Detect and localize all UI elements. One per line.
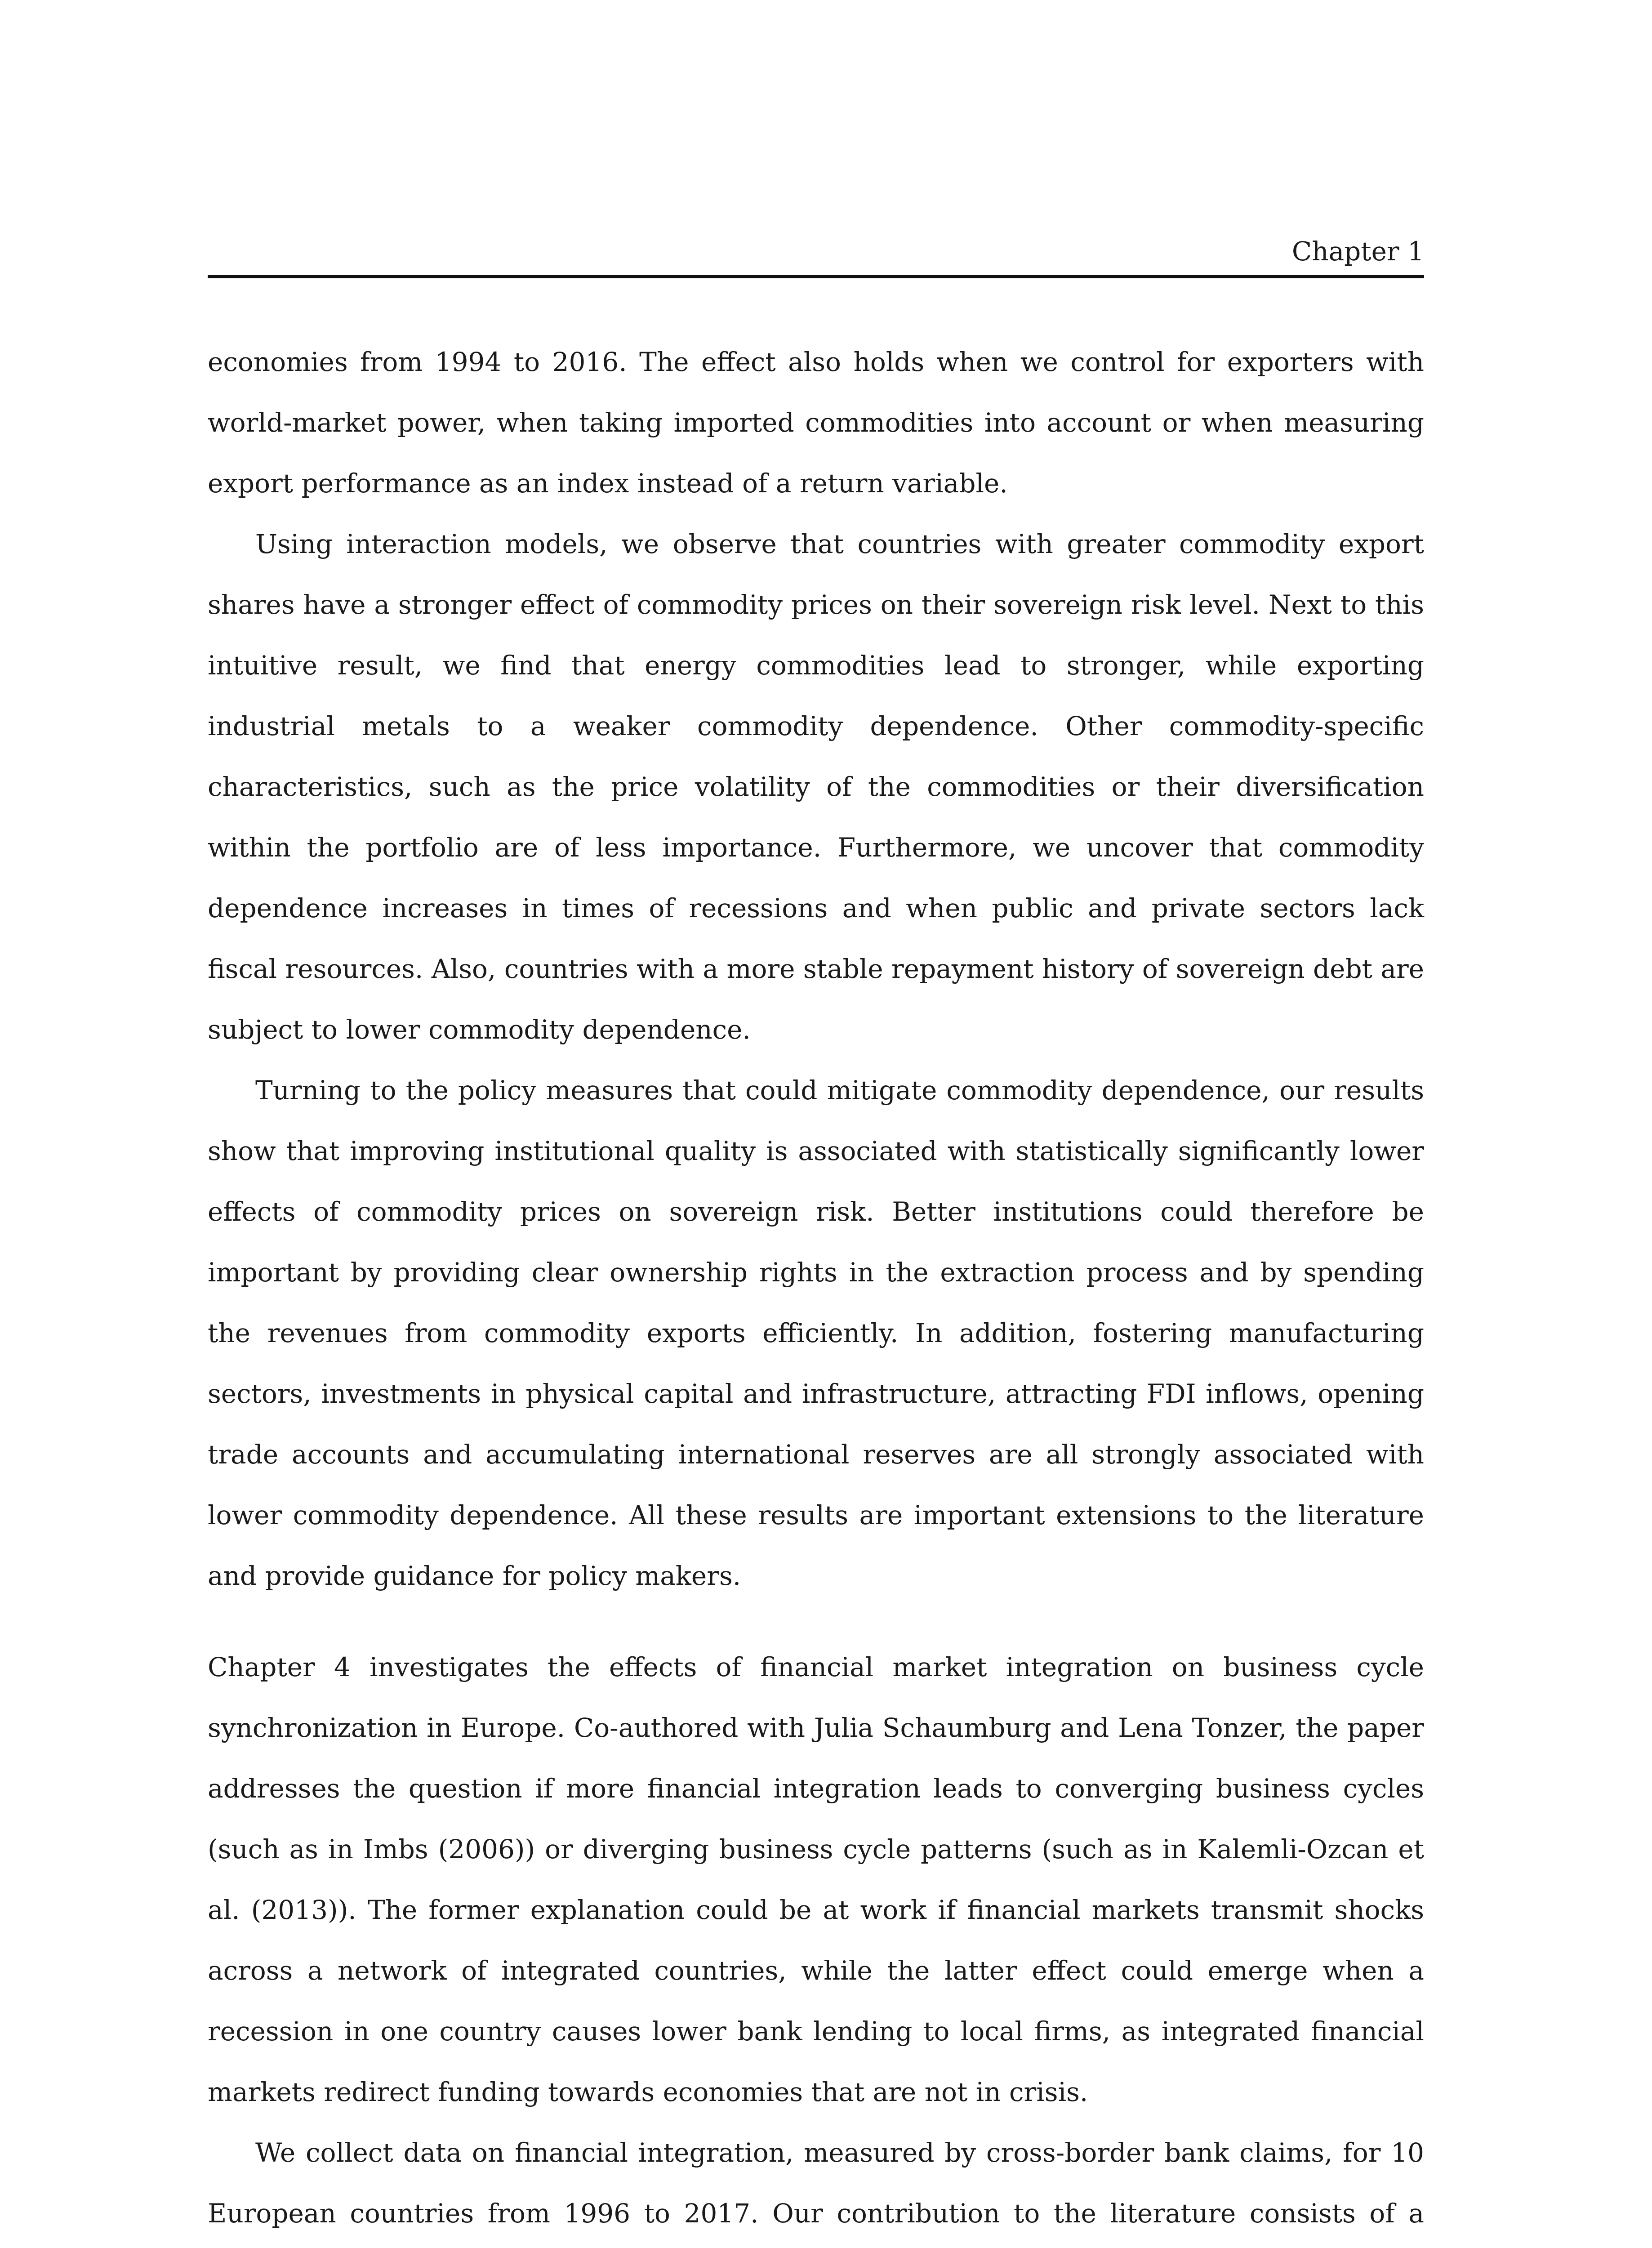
running-title: Chapter 1 xyxy=(1291,236,1424,267)
body-text xyxy=(208,332,1424,2248)
paragraph: economies from 1994 to 2016. The effect also holds when we control for exporters with world-market power, when taking imported commodities into account or when measuring export performance as an index instead of a return variable. xyxy=(208,347,1424,499)
running-header xyxy=(208,230,1424,278)
paragraph: We collect data on financial integration, measured by cross-border bank claims, for 10 European countries from 1996 to 2017. Our contribution to the literature consists of a xyxy=(208,2137,1424,2229)
paragraph: Using interaction models, we observe that countries with greater commodity export shares have a stronger effect of commodity prices on their sovereign risk level. Next to this intuitive result, we find that energy commodities lead to stronger, while exporting industrial metals to a weaker commodity dependence. Other commodity-specific characteristics, such as the price volatility of the commodities or their diversification within the portfolio are of less importance. Furthermore, we uncover that commodity dependence increases in times of recessions and when public and private sectors lack fiscal resources. Also, countries with a more stable repayment history of sovereign debt are subject to lower commodity dependence. xyxy=(208,529,1424,1045)
paragraph: Turning to the policy measures that could mitigate commodity dependence, our results show that improving institutional quality is associated with statistically significantly lower effects of commodity prices on sovereign risk. Better institutions could therefore be important by providing clear ownership rights in the extraction process and by spending the revenues from commodity exports efficiently. In addition, fostering manufacturing sectors, investments in physical capital and infrastructure, attracting FDI inflows, opening trade accounts and accumulating international reserves are all strongly associated with lower commodity dependence. All these results are important extensions to the literature and provide guidance for policy makers. xyxy=(208,1075,1424,1591)
paragraph: Chapter 4 investigates the effects of financial market integration on business cycle synchronization in Europe. Co-authored with Julia Schaumburg and Lena Tonzer, the paper addresses the question if more financial integration leads to converging business cycles (such as in Imbs (2006)) or diverging business cycle patterns (such as in Kalemli-Ozcan et al. (2013)). The former explanation could be at work if financial markets transmit shocks across a network of integrated countries, while the latter effect could emerge when a recession in one country causes lower bank lending to local firms, as integrated financial markets redirect funding towards economies that are not in crisis. xyxy=(208,1652,1424,2107)
